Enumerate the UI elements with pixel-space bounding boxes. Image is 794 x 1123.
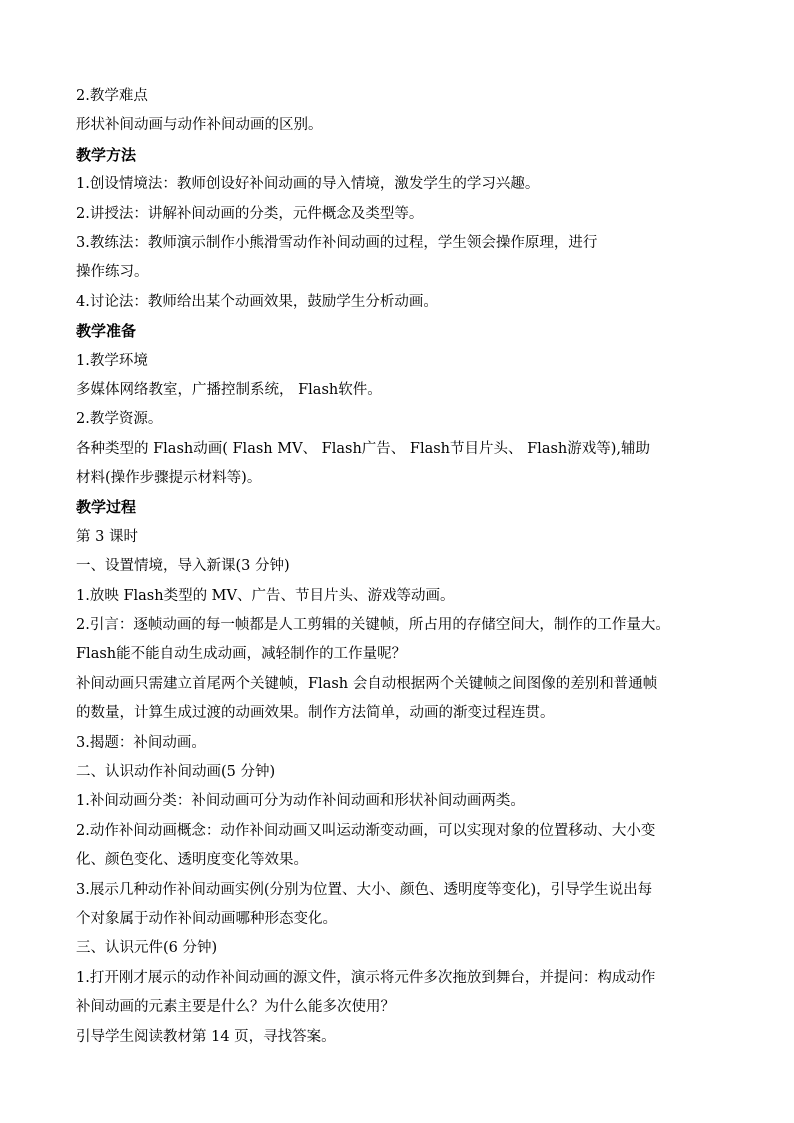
text-line: 三、认识元件(6 分钟)	[76, 940, 218, 957]
text-line: 补间动画只需建立首尾两个关键帧，Flash 会自动根据两个关键帧之间图像的差别和普通帧	[76, 675, 658, 692]
text-line: 化、颜色变化、透明度变化等效果。	[76, 852, 308, 869]
text-line: 各种类型的 Flash动画( Flash MV、 Flash广告、 Flash节目片头、 Flash游戏等),辅助	[76, 440, 651, 457]
text-line: Flash能不能自动生成动画，减轻制作的工作量呢？	[76, 646, 407, 663]
text-line: 2.引言：逐帧动画的每一帧都是人工剪辑的关键帧，所占用的存储空间大，制作的工作量大。	[76, 617, 670, 634]
text-line: 1.打开刚才展示的动作补间动画的源文件，演示将元件多次拖放到舞台，并提问：构成动作	[76, 969, 656, 986]
text-line: 引导学生阅读教材第 14 页，寻找答案。	[76, 1028, 336, 1045]
text-line: 1.教学环境	[76, 352, 148, 369]
text-line: 操作练习。	[76, 264, 149, 281]
document-body	[76, 82, 726, 1052]
text-line: 第 3 课时	[76, 528, 138, 545]
text-line: 1.放映 Flash类型的 MV、广告、节目片头、游戏等动画。	[76, 587, 455, 604]
text-line: 4.讨论法：教师给出某个动画效果，鼓励学生分析动画。	[76, 293, 438, 310]
text-line: 3.教练法：教师演示制作小熊滑雪动作补间动画的过程，学生领会操作原理，进行	[76, 234, 598, 251]
text-line: 材料(操作步骤提示材料等)。	[76, 470, 262, 487]
text-line: 1.创设情境法：教师创设好补间动画的导入情境，激发学生的学习兴趣。	[76, 176, 540, 193]
text-line: 2.动作补间动画概念：动作补间动画又叫运动渐变动画，可以实现对象的位置移动、大小变	[76, 822, 656, 839]
text-line: 个对象属于动作补间动画哪种形态变化。	[76, 910, 337, 927]
text-line: 2.教学难点	[76, 88, 148, 104]
section-heading: 教学过程	[76, 498, 137, 517]
text-line: 一、设置情境，导入新课(3 分钟)	[76, 558, 290, 575]
text-line: 1.补间动画分类：补间动画可分为动作补间动画和形状补间动画两类。	[76, 793, 525, 810]
text-line: 2.教学资源。	[76, 411, 163, 428]
text-line: 形状补间动画与动作补间动画的区别。	[76, 117, 323, 134]
text-line: 的数量，计算生成过渡的动画效果。制作方法简单，动画的渐变过程连贯。	[76, 705, 555, 722]
section-heading: 教学方法	[76, 145, 137, 164]
text-line: 二、认识动作补间动画(5 分钟)	[76, 763, 276, 780]
text-line: 3.揭题：补间动画。	[76, 734, 206, 751]
section-heading: 教学准备	[76, 322, 137, 341]
text-line: 补间动画的元素主要是什么？为什么能多次使用？	[76, 999, 395, 1016]
text-line: 2.讲授法：讲解补间动画的分类，元件概念及类型等。	[76, 205, 424, 222]
text-line: 3.展示几种动作补间动画实例(分别为位置、大小、颜色、透明度等变化)，引导学生说出每	[76, 881, 653, 898]
text-line: 多媒体网络教室，广播控制系统， Flash软件。	[76, 381, 382, 398]
